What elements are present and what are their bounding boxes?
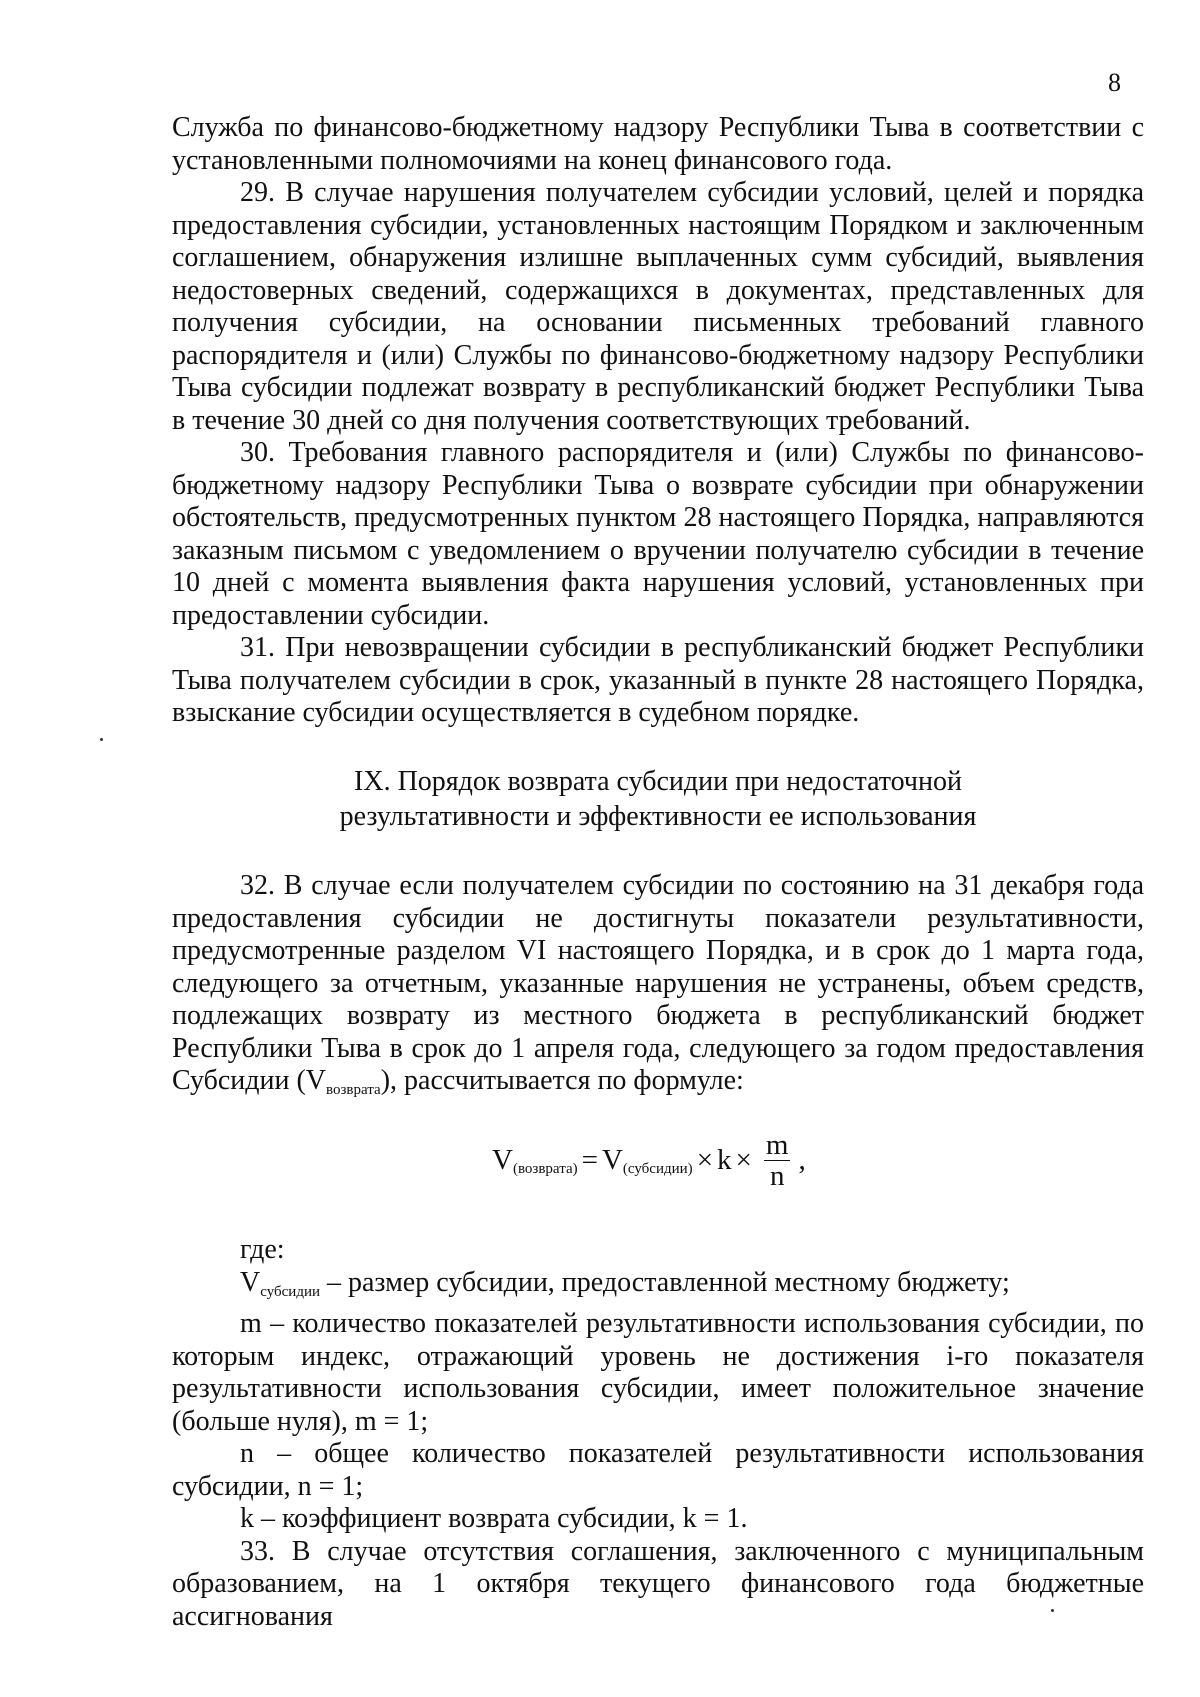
section-ix-heading — [172, 764, 1144, 834]
fraction-numerator: m — [765, 1129, 789, 1161]
formula-sub-return: (возврата) — [512, 1161, 578, 1177]
scan-speck — [1051, 1609, 1054, 1612]
where-label: где: — [240, 1234, 285, 1265]
section-heading-line-2: результативности и эффективности ее использования — [339, 801, 977, 832]
definition-m: m – количество показателей результативности использования субсидии, по которым индекс, отражающий уровень не достижения i-го показателя результативности использования субсидии, имеет положительное значение (больше нуля), m = 1; — [172, 1308, 1144, 1437]
v-return-subscript: возврата — [326, 1082, 381, 1098]
body-text-p32 — [172, 870, 1144, 1107]
formula-equals: = — [581, 1144, 598, 1176]
paragraph-continuation: Служба по финансово-бюджетному надзору Республики Тыва в соответствии с установленными полномочиями на конец финансового года. — [172, 112, 1144, 176]
definition-v-subscript: субсидии — [260, 1283, 320, 1300]
definition-v — [172, 1267, 1144, 1309]
page-number: 8 — [1108, 68, 1121, 97]
paragraph-30: 30. Требования главного распорядителя и (или) Службы по финансово-бюджетному надзору Республики Тыва о возврате субсидии при обнаружении обстоятельств, предусмотренных пунктом 28 настоящего Порядка, направляются заказным письмом с уведомлением о вручении получателю субсидии в течение 10 дней с момента выявления факта нарушения условий, установленных при предоставлении субсидии. — [172, 437, 1144, 631]
formula-v-subsidy: V — [601, 1144, 623, 1176]
definition-n: n – общее количество показателей результативности использования субсидии, n = 1; — [172, 1438, 1144, 1502]
return-formula — [492, 1130, 806, 1191]
paragraph-32-text: 32. В случае если получателем субсидии по состоянию на 31 декабря года предоставления субсидии не достигнуты показатели результативности, предусмотренные разделом VI настоящего Порядка, и в срок до 1 марта года, следующего за отчетным, указанные нарушения не устранены, объем средств, подлежащих возврату из местного бюджета в республиканский бюджет Республики Тыва в срок до 1 апреля года, следующего за годом предоставления Субсидии (V — [172, 870, 1144, 1096]
formula-times-1: × — [696, 1144, 714, 1176]
formula-k: k — [717, 1144, 732, 1176]
fraction-denominator: n — [769, 1160, 785, 1192]
formula-times-2: × — [735, 1144, 752, 1176]
formula-comma: , — [798, 1144, 806, 1176]
paragraph-29: 29. В случае нарушения получателем субсидии условий, целей и порядка предоставления субсидии, установленных настоящим Порядком и заключенным соглашением, обнаружения излишне выплаченных сумм субсидий, выявления недостоверных сведений, содержащихся в документах, представленных для получения субсидии, на основании письменных требований главного распорядителя и (или) Службы по финансово-бюджетному надзору Республики Тыва субсидии подлежат возврату в республиканский бюджет Республики Тыва в течение 30 дней со дня получения соответствующих требований. — [172, 177, 1144, 436]
formula-v-return: V — [492, 1144, 513, 1176]
section-heading-line-1: IX. Порядок возврата субсидии при недостаточной — [354, 766, 962, 797]
paragraph-32-tail: ), рассчитывается по формуле: — [380, 1065, 744, 1096]
body-text-definitions — [172, 1234, 1144, 1633]
paragraph-33: 33. В случае отсутствия соглашения, заключенного с муниципальным образованием, на 1 октября текущего финансового года бюджетные ассигнования — [172, 1535, 1144, 1632]
body-text-top — [172, 112, 1144, 730]
definition-v-symbol: V — [240, 1266, 261, 1298]
formula-sub-subsidy: (субсидии) — [622, 1161, 693, 1177]
formula-fraction — [764, 1130, 791, 1191]
definition-v-text: – размер субсидии, предоставленной местному бюджету; — [320, 1266, 1010, 1298]
paragraph-31: 31. При невозвращении субсидии в республиканский бюджет Республики Тыва получателем субсидии в срок, указанный в пункте 28 настоящего Порядка, взыскание субсидии осуществляется в судебном порядке. — [172, 632, 1144, 728]
paragraph-32 — [172, 870, 1144, 1107]
definition-k: k – коэффициент возврата субсидии, k = 1. — [240, 1503, 748, 1534]
scan-speck — [100, 738, 103, 741]
